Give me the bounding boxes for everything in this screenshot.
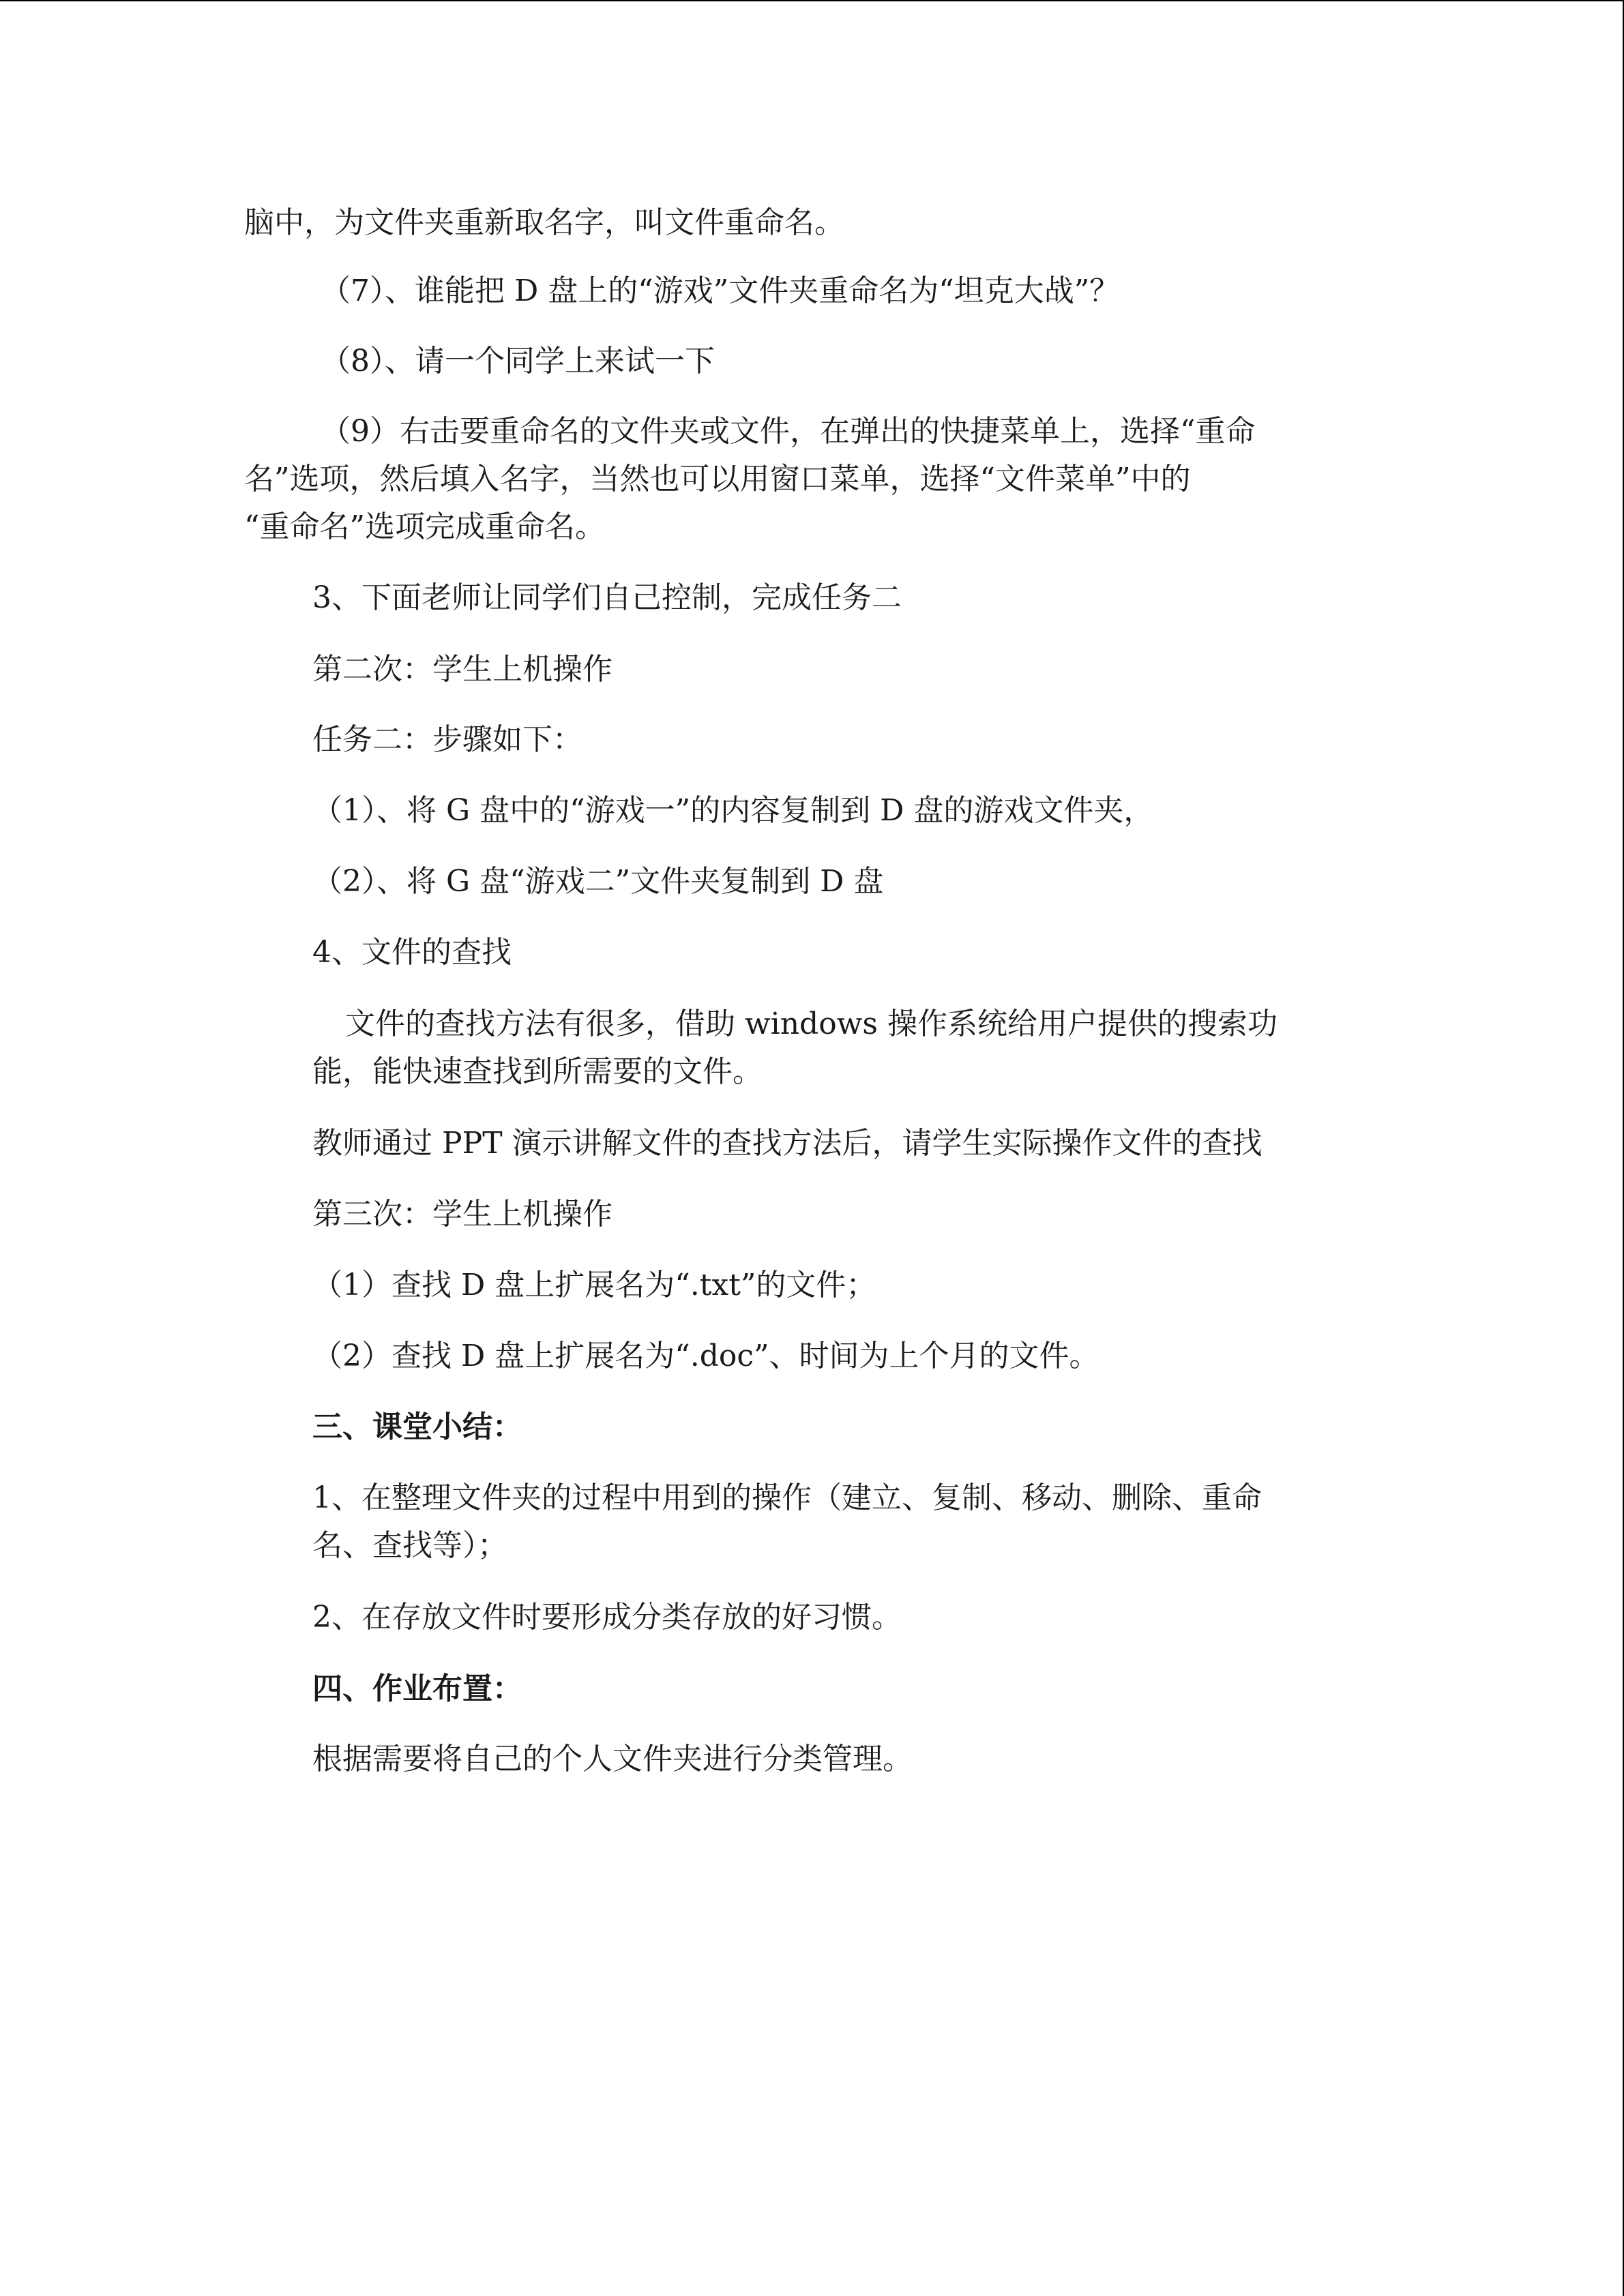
text-line: 脑中，为文件夹重新取名字，叫文件重命名。 [244, 205, 844, 240]
text-line: 教师通过 PPT 演示讲解文件的查找方法后，请学生实际操作文件的查找 [312, 1126, 1263, 1161]
text-line: 任务二：步骤如下： [312, 722, 582, 757]
section-heading: 四、作业布置： [312, 1671, 522, 1706]
text-line: （1）查找 D 盘上扩展名为“.txt”的文件； [312, 1268, 876, 1302]
text-line: 能，能快速查找到所需要的文件。 [312, 1054, 763, 1089]
section-heading: 三、课堂小结： [312, 1410, 522, 1444]
text-line: （7）、谁能把 D 盘上的“游戏”文件夹重命名为“坦克大战”？ [321, 273, 1120, 308]
text-line: （9）右击要重命名的文件夹或文件，在弹出的快捷菜单上，选择“重命 [321, 414, 1256, 449]
text-line: 4、文件的查找 [312, 935, 512, 970]
text-line: 1、在整理文件夹的过程中用到的操作（建立、复制、移动、删除、重命 [312, 1480, 1262, 1515]
text-line: 名、查找等）； [312, 1528, 507, 1563]
text-line: （2）查找 D 盘上扩展名为“.doc”、时间为上个月的文件。 [312, 1339, 1099, 1373]
text-line: （2）、将 G 盘“游戏二”文件夹复制到 D 盘 [312, 864, 884, 899]
text-line: 文件的查找方法有很多，借助 windows 操作系统给用户提供的搜索功 [345, 1007, 1278, 1041]
text-line: 名”选项，然后填入名字，当然也可以用窗口菜单，选择“文件菜单”中的 [244, 462, 1191, 496]
text-line: 根据需要将自己的个人文件夹进行分类管理。 [312, 1742, 913, 1776]
text-line: 第二次：学生上机操作 [312, 652, 612, 687]
text-line: 3、下面老师让同学们自己控制，完成任务二 [312, 580, 902, 615]
text-line: （8）、请一个同学上来试一下 [321, 344, 715, 378]
text-line: （1）、将 G 盘中的“游戏一”的内容复制到 D 盘的游戏文件夹， [312, 793, 1154, 828]
text-line: 2、在存放文件时要形成分类存放的好习惯。 [312, 1600, 902, 1635]
text-line: 第三次：学生上机操作 [312, 1197, 612, 1232]
text-line: “重命名”选项完成重命名。 [244, 509, 605, 544]
